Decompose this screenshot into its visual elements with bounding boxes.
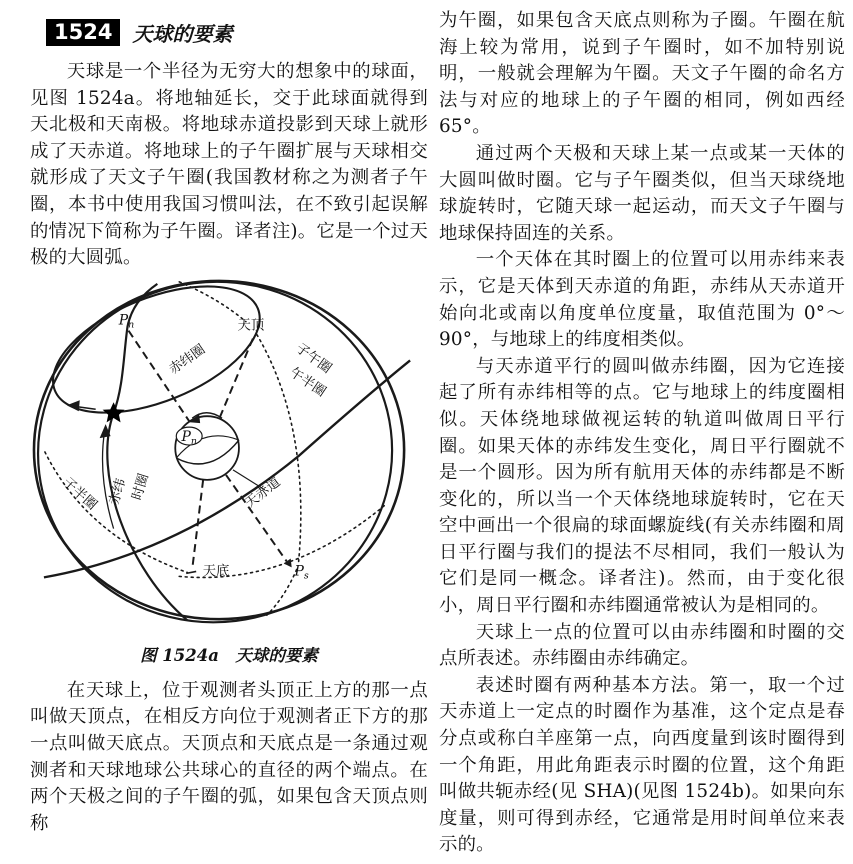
celestial-equator-curve [44, 360, 410, 580]
section-title: 天球的要素 [132, 22, 233, 46]
paragraph-left-1: 天球是一个半径为无穷大的想象中的球面，见图 1524a。将地轴延长，交于此球面就得到天北极和天南极。将地球赤道投影到天球上就形成了天赤道。将地球上的子午圈扩展与天球相交就形成了天文子午圈(我国教材称之为测者子午圈，本书中使用我国习惯叫法，在不致引起误解的情况下简称为子午圈。译者注)。它是一个过天极的大圆弧。 [30, 61, 428, 269]
paragraph-right-5: 天球上一点的位置可以由赤纬圈和时圈的交点所表述。赤纬圈由赤纬确定。 [439, 621, 845, 670]
earth-rotation-arrow-head [188, 414, 200, 423]
nadir-label: 天底 [202, 564, 230, 580]
midnight-half-circle-label: 子半圈 [59, 474, 100, 513]
paragraph-right-3: 一个天体在其时圈上的位置可以用赤纬来表示，它是天体到天赤道的角距，赤纬从天赤道开始向北或南以角度单位度量，取值范围为 0°～90°，与地球上的纬度相类似。 [439, 249, 845, 351]
paragraph-left-2: 在天球上，位于观测者头顶正上方的那一点叫做天顶点，在相反方向位于观测者正下方的那一点叫做天底点。天顶点和天底点是一条通过观测者和天球地球公共球心的直径的两个端点。在两个天极之间的子午圈的弧，如果包含天顶点则称 [30, 679, 428, 834]
zenith-label: 天顶 [237, 318, 265, 334]
nadir-tick [186, 571, 196, 573]
celestial-equator-label: 天赤道 [242, 474, 284, 512]
south-pole-arrowhead [284, 558, 292, 567]
pole-to-earth-dashed-line [129, 330, 190, 421]
south-celestial-pole-label: Ps [294, 563, 309, 582]
declination-circle-curve [36, 276, 278, 438]
star-icon [103, 402, 125, 422]
paragraph-right-1: 为午圈，如果包含天底点则称为子圈。午圈在航海上较为常用，说到子午圈时，如不加特别说明，一般就会理解为午圈。天文子午圈的命名方法与对应的地球上的子午圈的相同，例如西经 65°。 [439, 10, 845, 138]
meridian-label: 子午圈 [292, 340, 334, 377]
paragraph-right-4: 与天赤道平行的圆叫做赤纬圈，因为它连接起了所有赤纬相等的点。它与地球上的纬度圈相似。天体绕地球做视运转的轨道叫做周日平行圈。如果天体的赤纬发生变化，周日平行圈就不是一个圆形。因为所有航用天体的赤纬都是不断变化的，所以当一个天体绕地球旋转时，它在天空中画出一个很扁的球面螺旋线(有关赤纬圈和周日平行圈与我们的提法不尽相同，我们一般认为它们是同一概念。译者注)。然而，由于变化很小，周日平行圈和赤纬圈通常被认为是相同的。 [439, 355, 845, 617]
earth-north-pole-label: Pn [181, 428, 197, 447]
earth-globe [175, 416, 239, 480]
paragraph-right-6: 表述时圈有两种基本方法。第一，取一个过天赤道上一定点的时圈作为基准，这个定点是春分点或称白羊座第一点，向西度量到该时圈得到一个角距，用此角距表示时圈的位置，这个角距叫做共轭赤经(见 SHA)(见图 1524b)。如果向东度量，则可得到赤经，它通常是用时间单位来表示的。 [439, 674, 845, 856]
noon-half-circle-label: 午半圈 [286, 365, 329, 400]
motion-arrow-head [67, 400, 80, 411]
declination-circle-label: 赤纬圈 [166, 341, 209, 378]
paragraph-right-2: 通过两个天极和天球上某一点或某一天体的大圆叫做时圈。它与子午圈类似，但当天球绕地球旋转时，它随天球一起运动，而天文子午圈与地球保持固连的关系。 [439, 142, 845, 244]
figure-1524a [30, 276, 428, 666]
right-column [439, 8, 845, 859]
section-header [46, 18, 428, 47]
hour-circle-label: 时圈 [129, 471, 153, 502]
celestial-sphere-diagram [30, 276, 428, 632]
figure-caption: 图 1524a 天球的要素 [140, 645, 318, 665]
midnight-half-circle-dotted-arc [45, 452, 187, 572]
left-column [30, 8, 428, 859]
section-number-badge: 1524 [46, 19, 120, 46]
declination-label: 赤纬 [106, 476, 130, 507]
zenith-to-earth-dashed-line [219, 338, 253, 419]
north-celestial-pole-label: Pn [118, 312, 135, 331]
